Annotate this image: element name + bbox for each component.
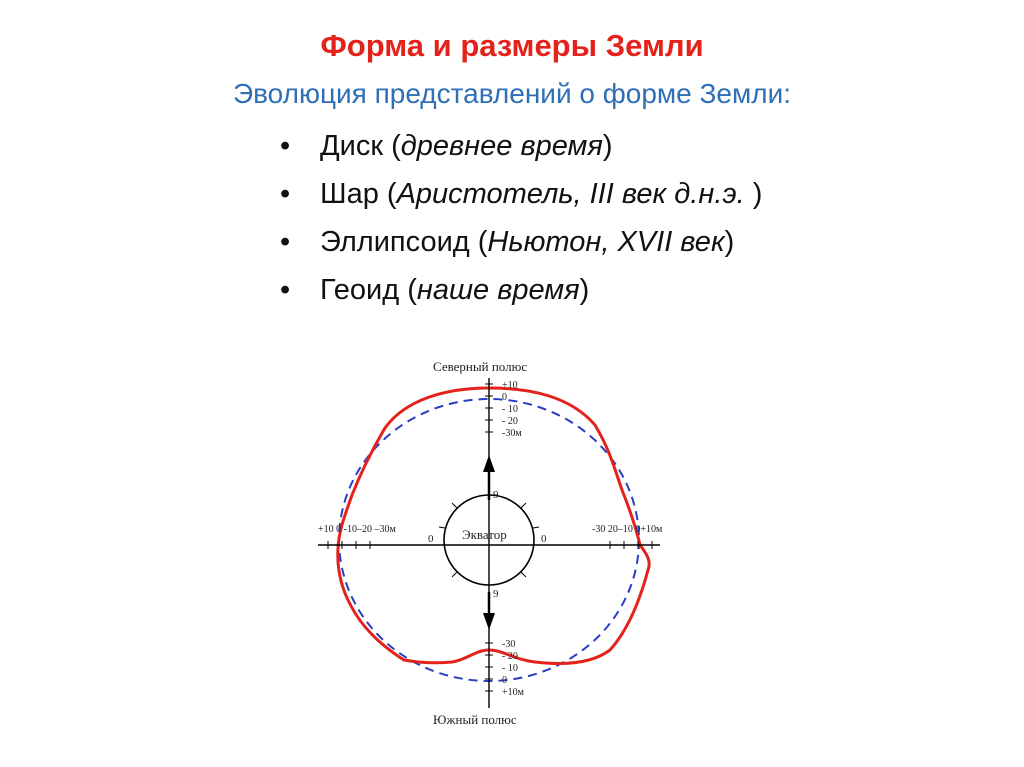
bottom-scale-label: +10м <box>502 687 524 698</box>
list-item: • Шар (Аристотель, III век д.н.э. ) <box>280 170 762 218</box>
item-detail: древнее время <box>400 130 603 162</box>
list-item: • Диск (древнее время) <box>280 122 762 170</box>
right-scale-label: -30 20–10 0+10м <box>592 524 663 535</box>
bullet-icon: • <box>280 130 291 162</box>
item-tail: ) <box>752 178 763 210</box>
top-scale-label: - 20 <box>502 416 518 427</box>
page-subtitle: Эволюция представлений о форме Земли: <box>232 78 791 109</box>
page-title: Форма и размеры Земли <box>320 28 704 63</box>
item-main: Шар <box>320 178 379 210</box>
bottom-scale-label: - 10 <box>502 663 518 674</box>
list-item: • Эллипсоид (Ньютон, XVII век) <box>280 218 762 266</box>
item-main: Эллипсоид <box>320 226 470 258</box>
item-main: Геоид <box>320 274 400 306</box>
item-tail: ) <box>579 274 590 306</box>
south-pole-label: Южный полюс <box>433 712 517 727</box>
top-scale-label: 0 <box>502 392 507 403</box>
top-scale-label: -30м <box>502 428 522 439</box>
item-tail: ) <box>724 226 735 258</box>
item-detail: наше время <box>416 274 580 306</box>
bullet-icon: • <box>280 226 291 258</box>
bullet-icon: • <box>280 178 291 210</box>
left-zero-mark: 0 <box>428 533 434 545</box>
item-main: Диск <box>320 130 384 162</box>
bottom-scale-label: -30 <box>502 639 516 650</box>
top-scale-label: +10 <box>502 380 518 391</box>
left-scale-label: +10 0 -10–20 –30м <box>318 524 396 535</box>
item-detail: Ньютон, XVII век <box>487 226 725 258</box>
top-scale-label: - 10 <box>502 404 518 415</box>
inner-bottom-mark: 9 <box>493 588 499 600</box>
bottom-scale-label: 0 <box>502 675 507 686</box>
list-item: • Геоид (наше время) <box>280 266 762 314</box>
bullet-icon: • <box>280 274 291 306</box>
item-detail: Аристотель, III век д.н.э. <box>396 178 753 210</box>
inner-top-mark: 9 <box>493 489 499 501</box>
bottom-scale-label: - 20 <box>502 651 518 662</box>
right-zero-mark: 0 <box>541 533 547 545</box>
equator-label: Экватор <box>462 527 507 542</box>
north-pole-label: Северный полюс <box>433 359 528 374</box>
item-tail: ) <box>602 130 613 162</box>
